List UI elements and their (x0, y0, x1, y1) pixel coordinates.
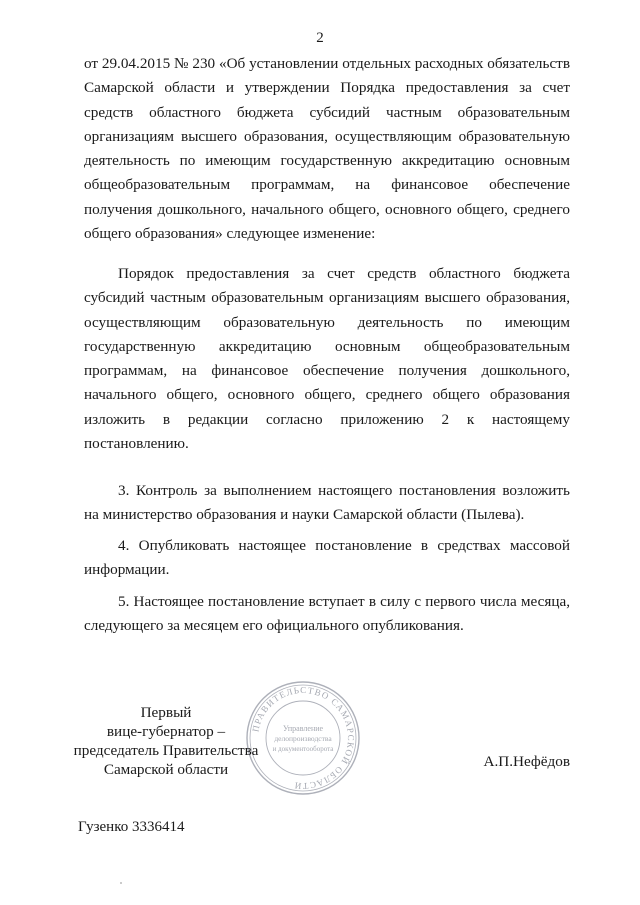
signatory-title-line: Первый (140, 704, 192, 721)
stamp-center-line: Управление (282, 724, 324, 733)
signatory-title (60, 703, 272, 779)
paragraph-procedure-change: Порядок предоставления за счет средств областного бюджета субсидий частным образовательным организациям высшего образования, осуществляющим образовательную деятельность по имеющим государственную аккредитацию основным общеобразовательным программам, на финансовое обеспечение получения дошкольного, начального общего, основного общего, среднего общего образования изложить в редакции согласно приложению 2 к настоящему постановлению. (84, 265, 570, 453)
signatory-title-line: вице-губернатор – (106, 723, 226, 740)
paragraph-decree-reference: от 29.04.2015 № 230 «Об установлении отдельных расходных обязательств Самарской области и утверждении Порядка предоставления за счет средств областного бюджета субсидий частным образовательным организациям высшего образования, осуществляющим образовательную деятельность по имеющим государственную аккредитацию основным общеобразовательным программам, на финансовое обеспечение получения дошкольного, начального общего, основного общего, среднего общего образования» следующее изменение: (84, 55, 570, 243)
paragraph-control: 3. Контроль за выполнением настоящего постановления возложить на министерство образования и науки Самарской области (Пылева). (84, 482, 570, 524)
stamp-ring-text: ПРАВИТЕЛЬСТВО САМАРСКОЙ ОБЛАСТИ (250, 684, 357, 792)
scan-speck (120, 882, 122, 884)
signatory-name: А.П.Нефёдов (483, 753, 570, 770)
stamp-center-line: делопроизводства (274, 734, 332, 743)
signatory-title-line: Самарской области (103, 761, 229, 778)
signatory-title-line: председатель Правительства (73, 742, 259, 759)
paragraph-publish: 4. Опубликовать настоящее постановление в средствах массовой информации. (84, 537, 570, 579)
executor-contact: Гузенко 3336414 (78, 819, 185, 835)
paragraph-effective-date: 5. Настоящее постановление вступает в силу с первого числа месяца, следующего за месяцем его официального опубликования. (84, 593, 570, 635)
stamp-center-line: и документооборота (272, 745, 334, 753)
page-number: 2 (316, 30, 324, 46)
